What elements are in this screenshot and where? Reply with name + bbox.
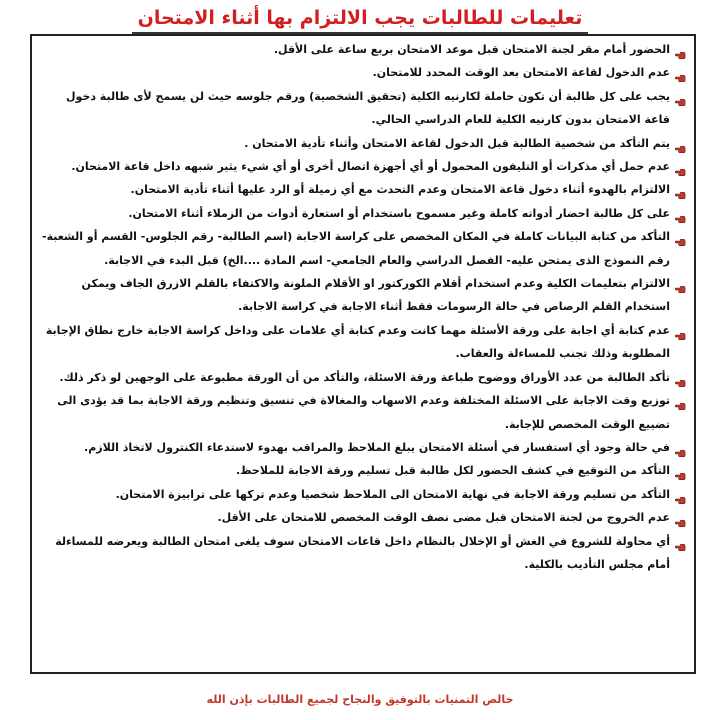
hand-pointing-left-icon bbox=[675, 45, 686, 55]
instruction-item bbox=[38, 132, 686, 155]
instruction-text: التأكد من تسليم ورقة الاجابة في نهاية الامتحان الى الملاحظ شخصيا وعدم تركها على ترابيزة الامتحان. bbox=[115, 487, 670, 501]
hand-pointing-left-icon bbox=[675, 537, 686, 547]
hand-pointing-left-icon bbox=[675, 396, 686, 406]
hand-pointing-left-icon bbox=[675, 185, 686, 195]
hand-pointing-left-icon bbox=[675, 513, 686, 523]
instruction-item bbox=[38, 459, 686, 482]
instruction-item bbox=[38, 225, 686, 272]
instruction-text: توزيع وقت الاجابة على الاسئلة المختلفة وعدم الاسهاب والمغالاة في تنسيق وتنظيم ورقة الاجابة بما قد يؤدى الى تضييع الوقت المخصص للإجابة. bbox=[57, 394, 670, 431]
instruction-item bbox=[38, 178, 686, 201]
page-title: تعليمات للطالبات يجب الالتزام بها أثناء الامتحان bbox=[132, 6, 589, 34]
instruction-item bbox=[38, 436, 686, 459]
hand-pointing-left-icon bbox=[675, 232, 686, 242]
instruction-text: في حالة وجود أي استفسار في أسئلة الامتحان يبلغ الملاحظ والمراقب بهدوء لاستدعاء الكنترول لاتخاذ اللازم. bbox=[84, 440, 670, 454]
footer-container bbox=[0, 688, 720, 708]
instruction-item bbox=[38, 272, 686, 319]
footer-text: خالص التمنيات بالتوفيق والنجاح لجميع الطالبات بإذن الله bbox=[206, 693, 514, 706]
hand-pointing-left-icon bbox=[675, 68, 686, 78]
instruction-text: عدم كتابة أي اجابة على ورقة الأسئلة مهما كانت وعدم كتابة أي علامات على وداخل كراسة الاجابة خارج نطاق الإجابة المطلوبة وذلك تجنب للمساءلة والعقاب. bbox=[45, 323, 670, 361]
instruction-text: تأكد الطالبة من عدد الأوراق ووضوح طباعة ورقة الاسئلة، والتأكد من أن الورقة مطبوعة على الوجهين لو ذكر ذلك. bbox=[59, 370, 670, 384]
instruction-text: يتم التأكد من شخصية الطالبة قبل الدخول لقاعة الامتحان وأثناء تأدية الامتحان . bbox=[244, 136, 670, 150]
instruction-item bbox=[38, 155, 686, 178]
instruction-item bbox=[38, 85, 686, 132]
instruction-item bbox=[38, 389, 686, 436]
hand-pointing-left-icon bbox=[675, 139, 686, 149]
instruction-text: أي محاولة للشروع في الغش أو الإخلال بالنظام داخل قاعات الامتحان سوف يلغى امتحان الطالبة ويعرضه للمساءلة أمام مجلس التأديب بالكلية. bbox=[55, 534, 670, 571]
hand-pointing-left-icon bbox=[675, 466, 686, 476]
hand-pointing-left-icon bbox=[675, 326, 686, 336]
instruction-item bbox=[38, 506, 686, 529]
instruction-item bbox=[38, 202, 686, 225]
instruction-text: عدم الدخول لقاعة الامتحان بعد الوقت المحدد للامتحان. bbox=[372, 66, 670, 80]
instruction-text: التأكد من كتابة البيانات كاملة في المكان المخصص على كراسة الاجابة (اسم الطالبة- رقم الجلوس- القسم أو الشعبة- رقم النموذج الذى يمتحن عليه- الفصل الدراسي والعام الجامعي- اسم المادة ....الخ) قبل البدء في الاجابة. bbox=[42, 230, 670, 267]
instruction-text: على كل طالبة احضار أدواته كاملة وغير مسموح باستخدام أو استعارة أدوات من الزملاء أثناء الامتحان. bbox=[128, 206, 670, 220]
instruction-text: الحضور أمام مقر لجنة الامتحان قبل موعد الامتحان بربع ساعة على الأقل. bbox=[273, 43, 670, 56]
instructions-list bbox=[38, 38, 686, 576]
instruction-text: عدم حمل أي مذكرات أو التليفون المحمول أو أي أجهزة اتصال أخرى أو أي شيء يثير شبهه داخل قاعة الامتحان. bbox=[71, 160, 670, 174]
instruction-item bbox=[38, 530, 686, 577]
instruction-item bbox=[38, 366, 686, 389]
instruction-item bbox=[38, 483, 686, 506]
hand-pointing-left-icon bbox=[675, 373, 686, 383]
hand-pointing-left-icon bbox=[675, 443, 686, 453]
hand-pointing-left-icon bbox=[675, 490, 686, 500]
hand-pointing-left-icon bbox=[675, 92, 686, 102]
hand-pointing-left-icon bbox=[675, 162, 686, 172]
instruction-item bbox=[38, 61, 686, 84]
title-container bbox=[0, 6, 720, 34]
instruction-text: الالتزام بتعليمات الكلية وعدم استخدام أقلام الكوركتور او الأقلام الملونة والاكتفاء بالقلم الازرق الجاف ويمكن استخدام القلم الرصاص في حالة الرسومات فقط أثناء الاجابة في كراسة الاجابة. bbox=[81, 277, 670, 314]
instruction-item bbox=[38, 319, 686, 366]
instruction-text: يجب على كل طالبة أن تكون حاملة لكارنيه الكلية (تحقيق الشخصية) ورقم جلوسه حيث لن يسمح لأى طالبة دخول قاعة الامتحان بدون كارنيه الكلية للعام الدراسي الحالي. bbox=[65, 89, 670, 127]
instruction-text: التأكد من التوقيع في كشف الحضور لكل طالبة قبل تسليم ورقة الاجابة للملاحظ. bbox=[235, 464, 670, 478]
hand-pointing-left-icon bbox=[675, 279, 686, 289]
instruction-item bbox=[38, 38, 686, 61]
hand-pointing-left-icon bbox=[675, 209, 686, 219]
instruction-text: عدم الخروج من لجنة الامتحان قبل مضى نصف الوقت المخصص للامتحان على الأقل. bbox=[217, 511, 670, 525]
instruction-text: الالتزام بالهدوء أثناء دخول قاعة الامتحان وعدم التحدث مع أي زميلة أو الرد عليها أثناء تأدية الامتحان. bbox=[130, 183, 670, 197]
